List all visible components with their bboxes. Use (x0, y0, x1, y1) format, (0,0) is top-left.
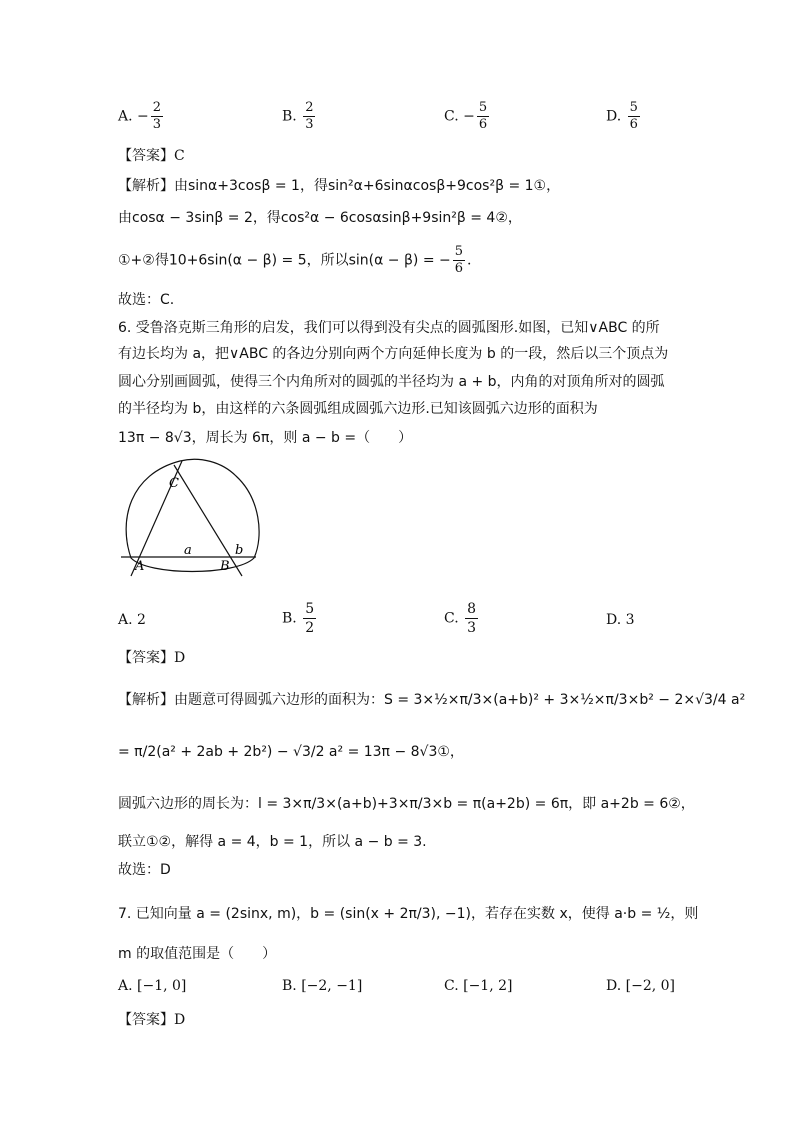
q5-option-a (118, 100, 165, 133)
fraction-denominator: 6 (629, 117, 638, 132)
label-side-b: b (235, 543, 244, 558)
fraction-numerator: 5 (454, 244, 464, 259)
analysis-text-end: . (467, 252, 472, 269)
option-fraction (465, 600, 478, 637)
option-letter: D. (606, 108, 622, 125)
q5-option-c (444, 100, 491, 133)
analysis-text: 由题意可得圆弧六边形的面积为：S = 3×½×π/3×(a+b)² + 3×½×π/3×b² − 2×√3/4 a² (174, 692, 746, 708)
q6-option-a: A. 2 (118, 612, 146, 628)
q5-analysis-line-3 (118, 244, 471, 277)
q6-stem-line-5: 13π − 8√3，周长为 6π，则 a − b =（ ） (118, 430, 413, 446)
option-fraction (477, 100, 489, 133)
option-letter: C. (444, 108, 459, 125)
fraction-denominator: 6 (454, 261, 464, 276)
option-fraction (303, 100, 315, 133)
option-fraction (628, 100, 640, 133)
q6-option-c (444, 600, 480, 637)
q5-option-b (282, 100, 317, 133)
q6-solution-line-1 (118, 690, 745, 710)
answer-value: D (174, 650, 186, 666)
q6-stem-line-2: 有边长均为 a，把∨ABC 的各边分别向两个方向延伸长度为 b 的一段，然后以三个顶点为 (118, 346, 669, 362)
q7-option-d: D. [−2, 0] (606, 978, 675, 994)
fraction-denominator: 2 (305, 620, 315, 636)
answer-tag: 【答案】 (118, 1012, 174, 1028)
analysis-tag: 【解析】 (118, 178, 174, 194)
q6-solution-line-3: 圆弧六边形的周长为：l = 3×π/3×(a+b)+3×π/3×b = π(a+2b) = 6π，即 a+2b = 6②， (118, 796, 695, 812)
q7-option-b: B. [−2, −1] (282, 978, 363, 994)
q6-solution-line-2: = π/2(a² + 2ab + 2b²) − √3/2 a² = 13π − 8√3①， (118, 744, 464, 760)
analysis-text: ①+②得10+6sin(α − β) = 5，所以sin(α − β) = − (118, 252, 451, 269)
option-fraction (303, 600, 316, 637)
fraction-numerator: 2 (152, 100, 162, 115)
option-sign: − (137, 108, 149, 125)
analysis-tag: 【解析】 (118, 692, 174, 708)
answer-value: D (174, 1012, 186, 1028)
q7-option-a: A. [−1, 0] (118, 978, 187, 994)
analysis-fraction (453, 244, 465, 277)
fraction-denominator: 3 (152, 117, 162, 132)
q5-conclusion (118, 290, 174, 310)
label-side-a: a (184, 543, 192, 558)
fraction-denominator: 3 (305, 117, 314, 132)
q7-stem-line-2: m 的取值范围是（ ） (118, 946, 277, 962)
q6-option-b (282, 600, 318, 637)
q5-answer (118, 146, 185, 166)
q6-stem-line-1: 6. 受鲁洛克斯三角形的启发，我们可以得到没有尖点的圆弧图形.如图，已知∨ABC 的所 (118, 320, 660, 336)
q6-option-d: D. 3 (606, 612, 635, 628)
q5-analysis-line-2 (118, 208, 522, 228)
side-bc-extended (174, 465, 242, 576)
q6-answer (118, 648, 185, 668)
q6-stem-line-3: 圆心分别画圆弧，使得三个内角所对的圆弧的半径均为 a + b，内角的对顶角所对的圆弧 (118, 374, 665, 390)
fraction-numerator: 2 (305, 100, 314, 115)
fraction-denominator: 3 (467, 620, 477, 636)
fraction-numerator: 5 (305, 601, 315, 617)
answer-tag: 【答案】 (118, 650, 174, 666)
fraction-denominator: 6 (478, 117, 488, 132)
conclusion-text: 故选：C. (118, 292, 175, 308)
q6-solution-line-4: 联立①②，解得 a = 4，b = 1，所以 a − b = 3. (118, 834, 427, 850)
option-sign: − (463, 108, 475, 125)
option-letter: A. (118, 108, 133, 125)
q6-stem-line-4: 的半径均为 b，由这样的六条圆弧组成圆弧六边形.已知该圆弧六边形的面积为 (118, 401, 598, 417)
option-letter: C. (444, 610, 459, 627)
option-letter: B. (282, 610, 297, 627)
analysis-text: 由sinα+3cosβ = 1，得sin²α+6sinαcosβ+9cos²β = 1①， (174, 178, 561, 194)
answer-value: C (174, 148, 185, 164)
fraction-numerator: 5 (629, 100, 638, 115)
label-vertex-c: C (169, 476, 179, 491)
q5-option-d (606, 100, 642, 133)
analysis-text: 由cosα − 3sinβ = 2，得cos²α − 6cosαsinβ+9sin²β = 4②， (118, 210, 522, 226)
q7-answer (118, 1010, 185, 1030)
option-letter: B. (282, 108, 297, 125)
q5-analysis-line-1 (118, 176, 560, 196)
option-fraction (151, 100, 163, 133)
q7-option-c: C. [−1, 2] (444, 978, 513, 994)
label-vertex-b: B (220, 559, 230, 574)
q6-conclusion: 故选：D (118, 862, 171, 878)
fraction-numerator: 5 (478, 100, 488, 115)
answer-tag: 【答案】 (118, 148, 174, 164)
label-vertex-a: A (135, 559, 145, 574)
fraction-numerator: 8 (467, 601, 477, 617)
reuleaux-hexagon-figure (118, 458, 268, 584)
q7-stem-line-1: 7. 已知向量 a = (2sinx, m)，b = (sin(x + 2π/3), −1)，若存在实数 x，使得 a·b = ½，则 (118, 906, 699, 922)
